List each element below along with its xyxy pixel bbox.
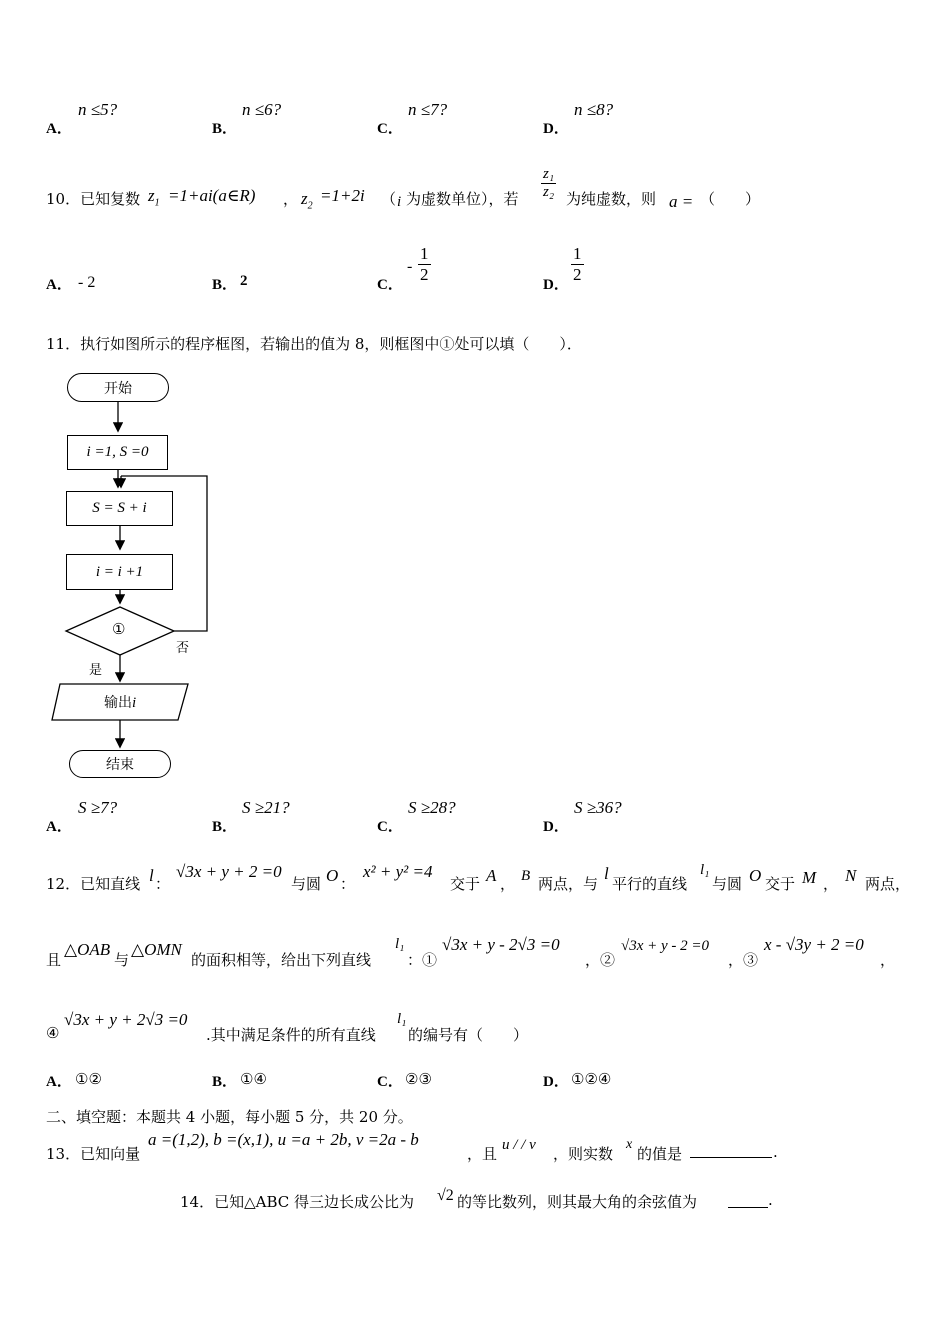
q11-option-c-label: C． <box>377 819 403 835</box>
q13-value-is: 的值是 <box>637 1145 683 1163</box>
q14-period: . <box>768 1191 773 1209</box>
q13-answer-blank[interactable] <box>690 1156 772 1158</box>
q9-option-b-value: n ≤6? <box>242 100 282 119</box>
q14-prefix: 14．已知△ABC 得三边长成公比为 <box>180 1193 415 1211</box>
q12-prefix: 12．已知直线 <box>46 875 141 893</box>
q11-option-a-value: S ≥7? <box>78 798 118 817</box>
q12-circle-o: O <box>326 866 339 885</box>
q12-option-a-value: ①② <box>75 1070 102 1088</box>
q10-frac-num: z₁ <box>543 166 555 182</box>
q9-option-c-label: C． <box>377 121 403 137</box>
flowchart-sum <box>66 491 173 526</box>
q12-comma-2: ， <box>823 875 839 893</box>
q12-two-points-2: 两点， <box>865 875 911 893</box>
q9-option-d-value: n ≤8? <box>574 100 614 119</box>
q13-period: . <box>773 1143 778 1161</box>
q12-with: 与 <box>114 951 130 969</box>
q12-line-l-2: l <box>604 864 609 883</box>
q14-tail: 的等比数列，则其最大角的余弦值为 <box>457 1193 698 1211</box>
q9-option-a-value: n ≤5? <box>78 100 118 119</box>
flowchart-output-label <box>104 692 136 712</box>
q10-option-a-value: - 2 <box>78 274 96 291</box>
q12-opt4-marker: ④ <box>46 1024 60 1042</box>
q12-line-equation: √3x + y + 2 =0 <box>176 862 282 881</box>
q10-answer-blank: （ ） <box>700 190 761 208</box>
q13-real-number: ，则实数 <box>553 1145 614 1163</box>
q10-z2-expr: =1+2i <box>320 186 365 205</box>
q12-line-option-2: √3x + y - 2 =0 <box>621 938 710 954</box>
q12-circle-equation: x² + y² =4 <box>363 862 433 881</box>
q10-paren-open: （ <box>381 190 397 208</box>
flowchart-init <box>67 435 168 470</box>
q9-option-b-label: B． <box>212 121 238 137</box>
q12-opt2-marker: ，② <box>585 951 616 969</box>
q13-vectors: a =(1,2), b =(x,1), u =a + 2b, v =2a - b <box>148 1130 419 1149</box>
q11-option-c-value: S ≥28? <box>408 798 456 817</box>
q12-option-d-label: D． <box>543 1074 569 1090</box>
section-2-heading: 二、填空题：本题共 4 小题，每小题 5 分，共 20 分。 <box>46 1108 413 1126</box>
q11-option-d-label: D． <box>543 819 569 835</box>
q10-a-eq: a = <box>669 192 694 211</box>
q12-circle-o-2: O <box>749 866 762 885</box>
q9-option-c-value: n ≤7? <box>408 100 448 119</box>
flowchart-end <box>69 750 171 778</box>
q12-numbers-blank: 的编号有（ ） <box>408 1026 529 1044</box>
flowchart-init-label: i =1, S =0 <box>86 444 149 460</box>
q12-two-points-1: 两点，与 <box>538 875 599 893</box>
q12-line-option-1: √3x + y - 2√3 =0 <box>442 935 560 954</box>
q13-prefix: 13．已知向量 <box>46 1145 141 1163</box>
q12-option-b-value: ①④ <box>240 1070 267 1088</box>
q10-z1-sub: 1 <box>154 197 160 209</box>
q10-tail: 为纯虚数，则 <box>566 190 657 208</box>
q12-line-l: l <box>149 866 154 885</box>
q12-intersect-2: 交于 <box>765 875 796 893</box>
q11-option-a-label: A． <box>46 819 72 835</box>
q12-colon-1: ： <box>155 875 171 893</box>
flowchart-output-prefix: 输出 <box>104 695 132 711</box>
q12-point-m: M <box>802 868 817 887</box>
q13-x: x <box>626 1137 633 1152</box>
q11-option-b-label: B． <box>212 819 238 835</box>
flowchart-yes-label: 是 <box>89 663 103 678</box>
q12-triangle-omn: △OMN <box>131 940 182 959</box>
q12-comma-3: ， <box>880 951 896 969</box>
q10-prefix: 10．已知复数 <box>46 190 141 208</box>
q12-colon-2: ： <box>340 875 356 893</box>
q14-answer-blank[interactable] <box>728 1206 768 1208</box>
q10-option-c-sign: - <box>407 258 413 275</box>
q12-option-a-label: A． <box>46 1074 72 1090</box>
q10-option-c-label: C． <box>377 277 403 293</box>
q10-z1-expr: =1+ai(a∈R) <box>168 186 256 205</box>
q12-line-l1: l₁ <box>700 862 710 878</box>
q10-i: i <box>397 194 402 210</box>
q12-line-option-3: x - √3y + 2 =0 <box>764 935 864 954</box>
flowchart-condition-label: ① <box>112 620 126 638</box>
q12-and: 且 <box>46 951 62 969</box>
q12-comma-1: ， <box>500 875 516 893</box>
q12-condition-text: .其中满足条件的所有直线 <box>206 1026 376 1044</box>
q10-frac-den: z₂ <box>543 184 555 200</box>
q12-with-circle: 与圆 <box>291 875 322 893</box>
q11-stem: 11．执行如图所示的程序框图，若输出的值为 8，则框图中①处可以填（ ）． <box>46 335 582 353</box>
q12-l1-ref: l₁ <box>395 936 405 952</box>
q10-option-c-num: 1 <box>420 244 429 263</box>
q12-l1-ref-2: l₁ <box>397 1011 407 1027</box>
q12-line-option-4: √3x + y + 2√3 =0 <box>64 1010 188 1029</box>
q10-option-b-label: B． <box>212 277 238 293</box>
q10-sep: ， <box>283 190 299 208</box>
q11-option-b-value: S ≥21? <box>242 798 290 817</box>
flowchart-end-label: 结束 <box>106 757 134 773</box>
flowchart-sum-label: S = S + i <box>92 500 147 516</box>
flowchart-start-label: 开始 <box>104 380 132 397</box>
q10-option-d-label: D． <box>543 277 569 293</box>
q11-option-d-value: S ≥36? <box>574 798 622 817</box>
q9-option-d-label: D． <box>543 121 569 137</box>
q10-z2-letter: z <box>301 189 308 208</box>
q12-option-b-label: B． <box>212 1074 238 1090</box>
q10-mid: 为虚数单位），若 <box>406 190 519 208</box>
flowchart-increment <box>66 554 173 590</box>
q13-and: ，且 <box>467 1145 498 1163</box>
q12-option-c-value: ②③ <box>405 1070 432 1088</box>
q9-option-a-label: A． <box>46 121 72 137</box>
q10-option-c-den: 2 <box>420 265 429 284</box>
q12-point-b: B <box>521 868 531 884</box>
q12-point-n: N <box>845 866 857 885</box>
flowchart-output-var: i <box>132 695 137 711</box>
q12-opt1-marker: ：① <box>407 951 438 969</box>
q10-z2-sub: 2 <box>307 200 313 212</box>
q12-opt3-marker: ，③ <box>728 951 759 969</box>
q12-option-c-label: C． <box>377 1074 403 1090</box>
q12-point-a: A <box>486 866 497 885</box>
flowchart-start <box>67 373 169 402</box>
flowchart-no-label: 否 <box>176 641 190 656</box>
q10-option-d-den: 2 <box>573 265 582 284</box>
q12-with-circle-2: 与圆 <box>712 875 743 893</box>
q12-option-d-value: ①②④ <box>571 1070 612 1088</box>
q10-option-d-num: 1 <box>573 244 582 263</box>
q12-intersect: 交于 <box>450 875 481 893</box>
q12-parallel: 平行的直线 <box>612 875 688 893</box>
flowchart-increment-label: i = i +1 <box>95 563 144 580</box>
q13-parallel: u / / v <box>502 1137 536 1153</box>
q10-option-a-label: A． <box>46 277 72 293</box>
q12-triangle-oab: △OAB <box>64 940 111 959</box>
q10-z1-letter: z <box>148 186 155 205</box>
q10-option-b-value: 2 <box>240 273 248 289</box>
q14-ratio: √2 <box>437 1187 454 1204</box>
q12-area-equal: 的面积相等，给出下列直线 <box>191 951 372 969</box>
